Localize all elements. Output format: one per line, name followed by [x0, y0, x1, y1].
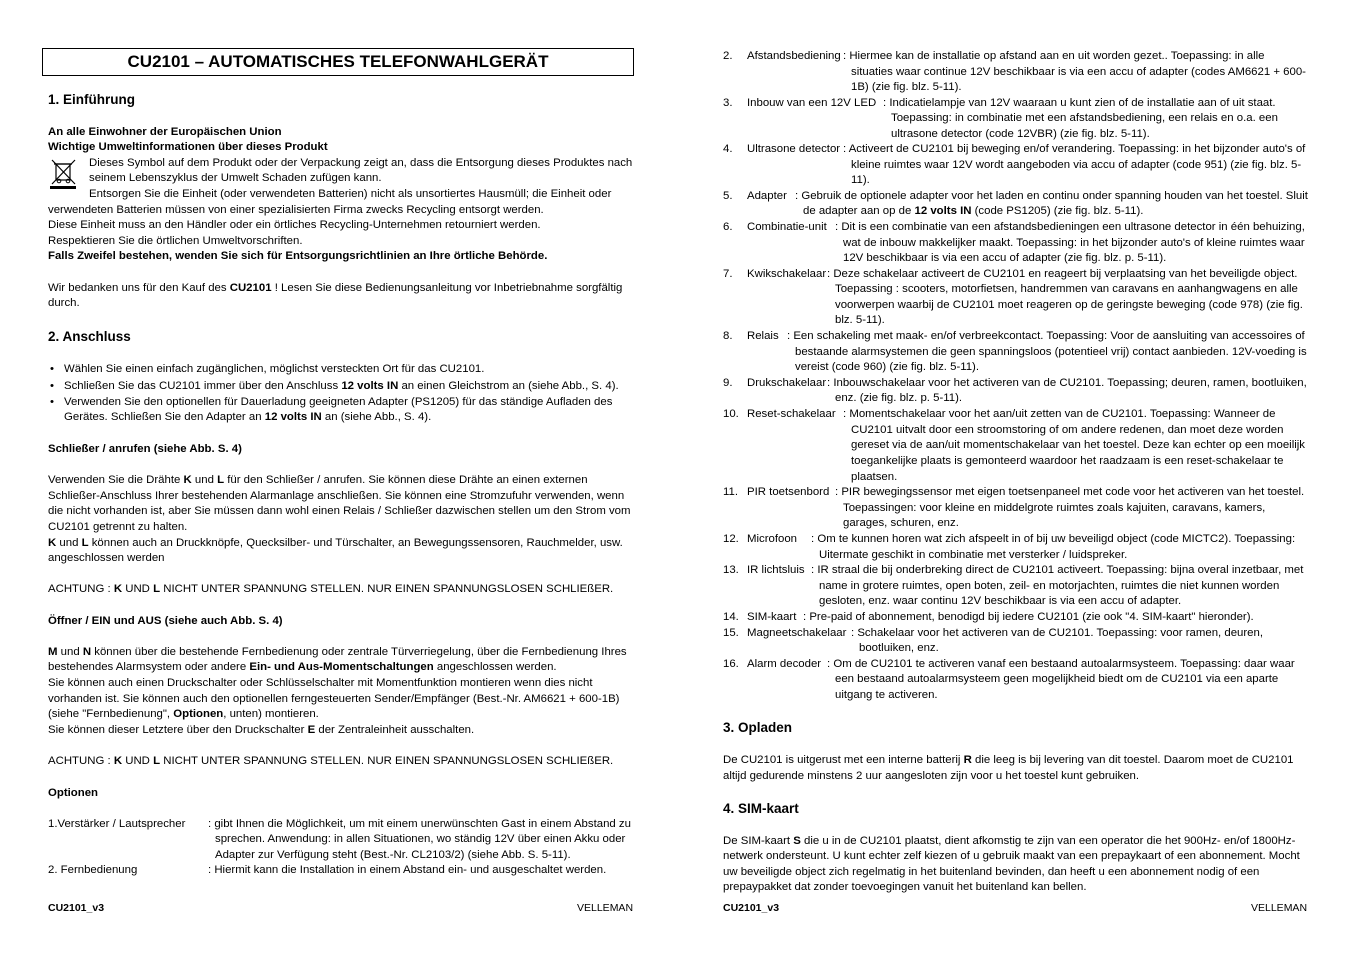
env-text-line: verwendeten Batterien müssen von einer spezialisierten Firma zwecks Recycling entsorgt werden.: [48, 204, 544, 216]
list-item: • Verwenden Sie den optionellen für Dauerladung geeigneten Adapter (PS1205) für das ständige Aufladen des: [64, 395, 612, 411]
text-line: Verwenden Sie die Drähte K und L für den Schließer / anrufen. Sie können diese Drähte an einen externen: [48, 474, 588, 486]
item-text: gesloten, enz. waar continu 12V beschikbaar is via een accu of adapter.: [819, 595, 1182, 607]
item-number: 2.: [723, 50, 733, 62]
text-line: uw beveiligde object zich regelmatig in het buitenland bevinden, dan heeft u een abonnement nodig of een: [723, 866, 1260, 878]
text-line: Sie können dieser Letztere über den Druckschalter E der Zentraleinheit ausschalten.: [48, 724, 475, 736]
subheading-oeffner: Öffner / EIN und AUS (siehe auch Abb. S. 4): [48, 615, 283, 627]
thanks-line: Wir bedanken uns für den Kauf des CU2101 ! Lesen Sie diese Bedienungsanleitung vor Inbetriebnahme sorgfältig: [48, 282, 623, 294]
subheading-optionen: Optionen: [48, 787, 98, 799]
item-text: Toepassing: in combinatie met een afstandsbediening, een relais en o.a. een: [891, 112, 1278, 124]
thanks-line: durch.: [48, 297, 80, 309]
item-label: Reset-schakelaar: [747, 408, 836, 420]
item-label: Relais: [747, 330, 779, 342]
env-text-line: seinem Lebenszyklus der Umwelt Schaden zufügen kann.: [89, 172, 382, 184]
section-heading-opladen: 3. Opladen: [723, 720, 793, 735]
item-text: Toepassingen: voor kleine en middelgrote ruimtes zoals kajuiten, caravans, kamers,: [843, 502, 1266, 514]
list-item: • Wählen Sie einen einfach zugänglichen, möglichst versteckten Ort für das CU2101.: [64, 362, 484, 378]
section-heading-sim-kaart: 4. SIM-kaart: [723, 801, 799, 816]
item-text: kleine ruimtes waar 12V wordt aangeboden via accu of adapter (code 951) (zie fig. blz. 5-: [851, 159, 1302, 171]
item-number: 15.: [723, 627, 739, 639]
item-number: 3.: [723, 97, 733, 109]
item-text: : Dit is een combinatie van een afstandsbedieningen een ultrasone detector in één behuizing,: [835, 221, 1305, 233]
option-text: : Hiermit kann die Installation in einem Abstand ein- und ausgeschaltet werden.: [208, 864, 607, 876]
text-line: prepaypakket dat zonder toevoegingen vanuit het buitenland kan bellen.: [723, 881, 1087, 893]
item-number: 11.: [723, 486, 738, 498]
item-number: 5.: [723, 190, 733, 202]
list-item-cont: Gerätes. Schließen Sie den Adapter an 12 volts IN an (siehe Abb., S. 4).: [64, 411, 432, 423]
env-text-bold: Falls Zweifel bestehen, wenden Sie sich für Entsorgungsrichtlinien an Ihre örtliche Behörde.: [48, 250, 548, 262]
item-text: vereist (code 960) (zie fig. blz. 5-11).: [795, 361, 980, 373]
text-line: netwerk ondersteunt. U kunt echter zelf kiezen of u gebruik maakt van een prepaykaart of een abonnement. Mocht: [723, 850, 1300, 862]
item-number: 12.: [723, 533, 739, 545]
item-text: : Activeert de CU2101 bij beweging en/of verandering. Toepassing: in het bijzonder auto's of: [843, 143, 1306, 155]
section-heading-anschluss: 2. Anschluss: [48, 329, 131, 344]
item-number: 16.: [723, 658, 739, 670]
item-label: Adapter: [747, 190, 787, 202]
item-text: situaties waar continue 12V beschikbaar is via een accu of adapter (codes AM6621 + 600-: [851, 66, 1306, 78]
text-line: De SIM-kaart S die u in de CU2101 plaatst, dient afkomstig te zijn van een operator die het 900Hz- en/of 1800Hz-: [723, 835, 1296, 847]
footer-brand: VELLEMAN: [1251, 902, 1308, 914]
item-label: SIM-kaart: [747, 611, 797, 623]
eu-heading: An alle Einwohner der Europäischen Union: [48, 126, 282, 138]
env-text-line: Entsorgen Sie die Einheit (oder verwendeten Batterien) nicht als unsortiertes Hausmüll; die Einheit oder: [89, 188, 612, 200]
item-text: : IR straal die bij onderbreking direct de CU2101 activeert. Toepassing: bijna overal inzetbaar, met: [811, 564, 1304, 576]
text-line: (siehe "Fernbedienung", Optionen, unten) montieren.: [48, 708, 319, 720]
footer-doc-id: CU2101_v3: [48, 902, 105, 914]
item-text: voorwerpen waarbij de CU2101 moet reageren op de geringste beweging (code 978) (zie fig.: [835, 299, 1303, 311]
text-line: bestehendes Alarmsystem oder andere Ein- und Aus-Momentschaltungen angeschlossen werden.: [48, 661, 557, 673]
item-text: : Hiermee kan de installatie op afstand aan en uit worden gezet.. Toepassing: in alle: [843, 50, 1265, 62]
text-line: angeschlossen werden: [48, 552, 165, 564]
item-text: : Om te kunnen horen wat zich afspeelt in of bij uw beveiligd object (code MICTC2). Toepassing:: [811, 533, 1296, 545]
item-text: : Schakelaar voor het activeren van de CU2101. Toepassing: voor ramen, deuren,: [851, 627, 1263, 639]
item-number: 8.: [723, 330, 733, 342]
item-label: IR lichtsluis: [747, 564, 805, 576]
item-text: ultrasone detector (code 12VBR) (zie fig. blz. 5-11).: [891, 128, 1150, 140]
item-text: toegankelijke plaats is gemonteerd waardoor het raadzaam is een reset-schakelaar te: [851, 455, 1284, 467]
text-line: die nicht vorhanden ist, aber Sie müssen dann wohl einen Relais / Schließer dazwischen stellen um den Strom vom: [48, 505, 631, 517]
env-text-line: Respektieren Sie die örtlichen Umweltvorschriften.: [48, 235, 303, 247]
item-text: gereset via de aan/uit momentschakelaar van het toestel. Deze kan echter op een moeilijk: [851, 439, 1305, 451]
item-text: : Om de CU2101 te activeren vanaf een bestaand autoalarmsysteem. Toepassing: daar waar: [827, 658, 1295, 670]
item-label: PIR toetsenbord: [747, 486, 830, 498]
text-line: vorhanden ist. Sie können auch den optionellen ferngesteuerten Sender/Empfänger (Best.-Nr. AM6621 + 600-1B): [48, 693, 620, 705]
item-label: Ultrasone detector: [747, 143, 841, 155]
item-label: Magneetschakelaar: [747, 627, 847, 639]
item-number: 14.: [723, 611, 739, 623]
text-line: altijd gedurende minstens 2 uur aangesloten zijn voor u het toestel kunt gebruiken.: [723, 770, 1140, 782]
item-label: Inbouw van een 12V LED: [747, 97, 877, 109]
item-text: : Gebruik de optionele adapter voor het laden en continu onder spanning houden van het toestel. Sluit: [795, 190, 1308, 202]
item-text: CU2101 uitvalt door een stroomstoring of om andere redenen, dan moet deze worden: [851, 424, 1284, 436]
item-text: bootluiken, enz.: [859, 642, 939, 654]
item-text: Uitermate geschikt in combinatie met versterker / luidspreker.: [819, 549, 1128, 561]
item-text: 1B) (zie fig. blz. 5-11).: [851, 81, 962, 93]
item-text: name in grotere ruimtes, open boten, zeil- en motorjachten, ruimtes die niet kunnen worden: [819, 580, 1280, 592]
item-text: garages, schuren, enz.: [843, 517, 959, 529]
option-text: sprechen. Anwendung: in allen Situationen, wo ständig 12V über einen Akku oder: [215, 833, 626, 845]
footer-brand: VELLEMAN: [577, 902, 634, 914]
warning-line: ACHTUNG : K UND L NICHT UNTER SPANNUNG STELLEN. NUR EINEN SPANNUNGSLOSEN SCHLIEßER.: [48, 755, 614, 767]
item-number: 4.: [723, 143, 733, 155]
option-text: Adapter zur Verfügung steht (Best.-Nr. CL2103/2) (siehe Abb. S. 5-11).: [215, 849, 571, 861]
item-number: 7.: [723, 268, 733, 280]
list-item: • Schließen Sie das CU2101 immer über den Anschluss 12 volts IN an einen Gleichstrom an (siehe Abb., S. 4).: [64, 379, 619, 395]
warning-line: ACHTUNG : K UND L NICHT UNTER SPANNUNG STELLEN. NUR EINEN SPANNUNGSLOSEN SCHLIEßER.: [48, 583, 614, 595]
item-text: : Inbouwschakelaar voor het activeren van de CU2101. Toepassing; deuren, ramen, bootluiken,: [827, 377, 1307, 389]
item-text: 12V beschikbaar is via een accu of adapter (zie fig. blz. p. 5-11).: [843, 252, 1167, 264]
text-line: M und N können über die bestehende Fernbedienung oder zentrale Türverriegelung, über die Fernbedienung Ihres: [48, 646, 627, 658]
section-heading-einfuehrung: 1. Einführung: [48, 92, 135, 107]
item-text: wat de inbouw makkelijker maakt. Toepassing: in het bijzonder auto's of kleine ruimtes waar: [843, 237, 1305, 249]
item-text: enz. (zie fig. blz. p. 5-11).: [835, 392, 963, 404]
item-label: Alarm decoder: [747, 658, 822, 670]
item-label: Combinatie-unit: [747, 221, 827, 233]
item-number: 9.: [723, 377, 733, 389]
item-number: 13.: [723, 564, 739, 576]
item-text: de adapter aan op de 12 volts IN (code PS1205) (zie fig. blz. 5-11).: [803, 205, 1144, 217]
option-text: : gibt Ihnen die Möglichkeit, um mit einem unerwünschten Gast in einem Abstand zu: [208, 818, 631, 830]
text-line: K und L können auch an Druckknöpfe, Quecksilber- und Türschalter, an Bewegungssensoren, Rauchmelder, usw.: [48, 537, 623, 549]
eu-subheading: Wichtige Umweltinformationen über dieses Produkt: [48, 141, 328, 153]
item-text: plaatsen.: [851, 471, 898, 483]
item-number: 10.: [723, 408, 739, 420]
item-number: 6.: [723, 221, 733, 233]
item-text: uitgang te activeren.: [835, 689, 938, 701]
page-title: CU2101 – AUTOMATISCHES TELEFONWAHLGERÄT: [42, 48, 634, 76]
item-text: 11).: [851, 174, 870, 186]
item-text: Toepassing : scooters, motorfietsen, handremmen van caravans en aanhangwagens en alle: [835, 283, 1298, 295]
text-line: De CU2101 is uitgerust met een interne batterij R die leeg is bij levering van dit toestel. Daarom moet de CU2101: [723, 754, 1294, 766]
item-label: Drukschakelaar: [747, 377, 827, 389]
item-text: : Indicatielampje van 12V waaraan u kunt zien of de installatie aan of uit staat.: [883, 97, 1276, 109]
item-label: Kwikschakelaar: [747, 268, 827, 280]
env-text-line: Dieses Symbol auf dem Produkt oder der Verpackung zeigt an, dass die Entsorgung dieses Produktes nach: [89, 157, 633, 169]
item-text: : Momentschakelaar voor het aan/uit zetten van de CU2101. Toepassing: Wanneer de: [843, 408, 1276, 420]
item-text: blz. 5-11).: [835, 314, 885, 326]
text-line: Schließer-Anschluss Ihrer bestehenden Alarmanlage anschließen. Sie können eine Stromzufuhr verwenden, wenn: [48, 490, 625, 502]
text-line: Sie können auch einen Druckschalter oder Schlüsselschalter mit Momentfunktion montieren wenn dies nicht: [48, 677, 593, 689]
item-label: Microfoon: [747, 533, 798, 545]
crossed-out-bin-icon: [48, 156, 78, 190]
footer-doc-id: CU2101_v3: [723, 902, 780, 914]
subheading-schliesser: Schließer / anrufen (siehe Abb. S. 4): [48, 443, 242, 455]
text-line: CU2101 getrennt zu halten.: [48, 521, 188, 533]
item-label: Afstandsbediening: [747, 50, 841, 62]
item-text: : PIR bewegingssensor met eigen toetsenpaneel met code voor het activeren van het toestel.: [835, 486, 1305, 498]
item-text: bestaande alarmsystemen die geen spanningsloos (potentieel vrij) contact aanbieden. 12V-voeding is: [795, 346, 1307, 358]
item-text: : Pre-paid of abonnement, benodigd bij iedere CU2101 (zie ook "4. SIM-kaart" hieronder).: [803, 611, 1254, 623]
item-text: : Een schakeling met maak- en/of verbreekcontact. Toepassing: Voor de aansluiting van accessoires of: [787, 330, 1305, 342]
option-label: 2. Fernbedienung: [48, 864, 138, 876]
item-text: : Deze schakelaar activeert de CU2101 en reageert bij verplaatsing van het beveiligde object.: [827, 268, 1298, 280]
env-text-line: Diese Einheit muss an den Händler oder ein örtliches Recycling-Unternehmen retourniert werden.: [48, 219, 541, 231]
option-label: 1.Verstärker / Lautsprecher: [48, 818, 186, 830]
item-text: een bestaand autoalarmsysteem geen mogelijkheid biedt om de CU2101 via een aparte: [835, 673, 1279, 685]
